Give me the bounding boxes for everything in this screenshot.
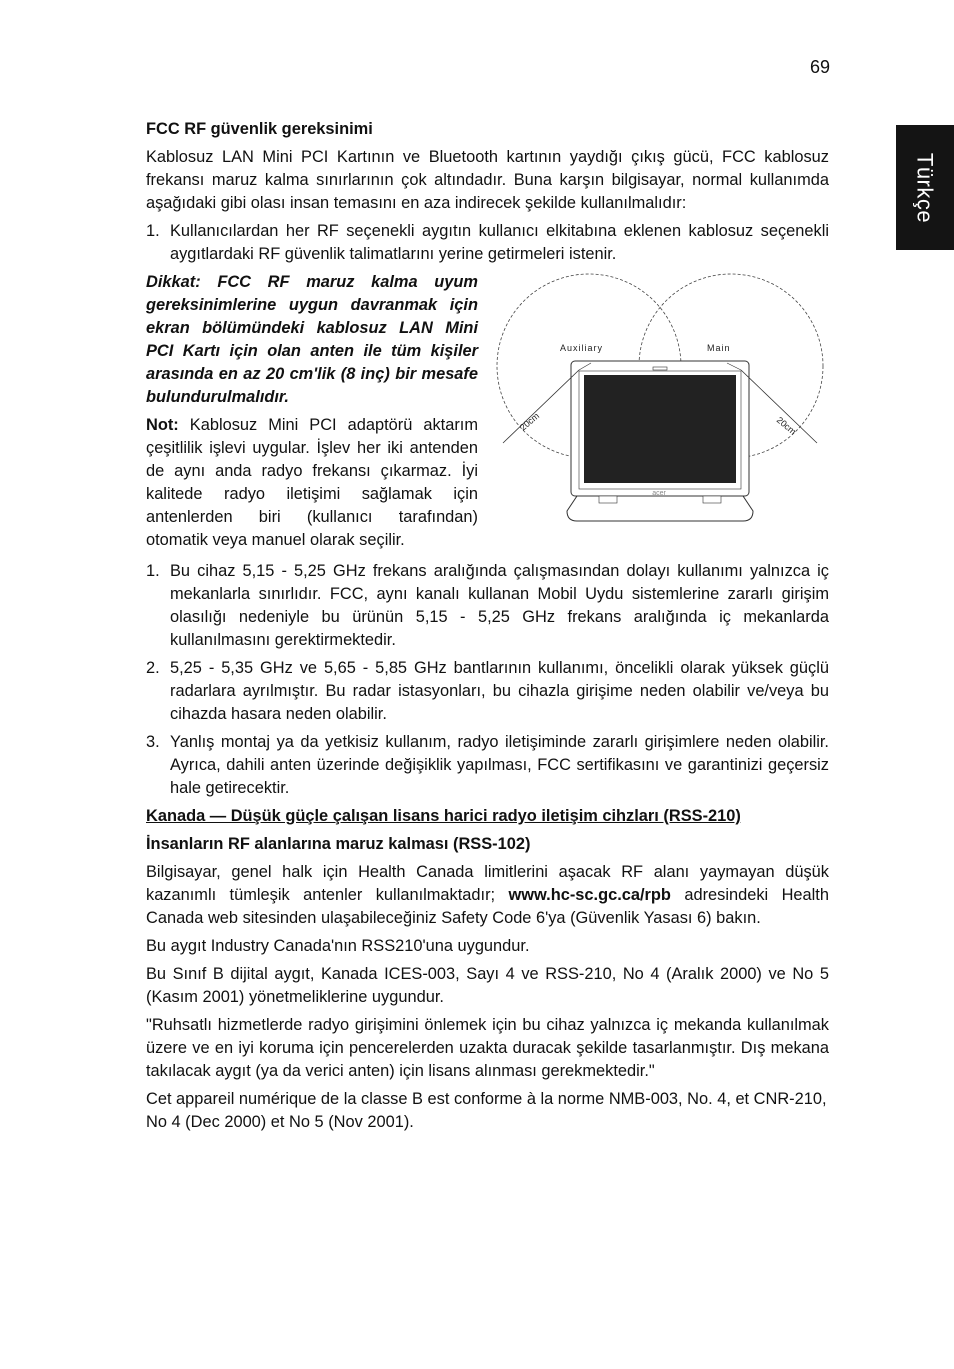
auxiliary-label: Auxiliary: [560, 343, 604, 353]
warning-column: [146, 271, 478, 557]
list-item: [146, 560, 829, 652]
webcam: [653, 367, 667, 370]
list-text: Kullanıcılardan her RF seçenekli aygıtın kullanıcı elkitabına eklenen kablosuz seçenekli aygıtlardaki RF güvenlik talimatlarını yerine getirmeleri istenir.: [170, 222, 829, 263]
list-text: Bu cihaz 5,15 - 5,25 GHz frekans aralığında çalışmasından dolayı kullanımı yalnızca iç mekanlarla sınırlıdır. FCC, aynı kanalı kullanan Mobil Uydu sistemlerine zararlı girişim olasılığı nedeniyle bu ürünün 5,15 - 5,25 GHz frekans aralığında iç mekanlarda kullanılmasını gerektirmektedir.: [170, 562, 829, 649]
list-number: 1.: [146, 562, 160, 580]
laptop-screen: [584, 375, 736, 483]
list-item: [146, 731, 829, 800]
rss210-paragraph: Bu aygıt Industry Canada'nın RSS210'una uygundur.: [146, 937, 530, 955]
main-distance-line: [741, 370, 817, 443]
auxiliary-distance-line: [503, 370, 579, 443]
list-number: 2.: [146, 659, 160, 677]
fcc-heading: FCC RF güvenlik gereksinimi: [146, 120, 373, 138]
list-number: 1.: [146, 222, 160, 240]
list-text: 5,25 - 5,35 GHz ve 5,65 - 5,85 GHz bantlarının kullanımı, öncelikli olarak yüksek güçlü radarlara ayrılmıştır. Bu radar istasyonları, bu cihazla girişime neden olabilir ve/veya bu cihazda hasara neden olabilir.: [170, 659, 829, 723]
hinge-right: [703, 496, 721, 503]
main-label: Main: [707, 343, 731, 353]
page-content: [146, 118, 829, 1139]
canada-heading: Kanada — Düşük güçle çalışan lisans harici radyo iletişim cihzları (RSS-210): [146, 807, 741, 825]
note-paragraph: [146, 414, 478, 552]
fcc-list: [146, 220, 829, 266]
fcc-intro: Kablosuz LAN Mini PCI Kartının ve Bluetooth kartının yaydığı çıkış gücü, FCC kablosuz frekansı maruz kalma sınırlarının çok altındadır. Buna karşın bilgisayar, normal kullanımda aşağıdaki gibi olası insan temasını en aza indirecek şekilde kullanılmalıdır:: [146, 148, 829, 212]
language-tab: [896, 125, 954, 250]
rf-exposure-heading: İnsanların RF alanlarına maruz kalması (RSS-102): [146, 835, 531, 853]
list-number: 3.: [146, 733, 160, 751]
warning-text: Dikkat: FCC RF maruz kalma uyum gereksinimlerine uygun davranmak için ekran bölümündeki kablosuz LAN Mini PCI Kartı için olan anten ile tüm kişiler arasında en az 20 cm'lik (8 inç) bir mesafe bulundurulmalıdır.: [146, 273, 478, 406]
french-paragraph: Cet appareil numérique de la classe B est conforme à la norme NMB-003, No. 4, et CNR-210, No 4 (Dec 2000) et No 5 (Nov 2001).: [146, 1090, 827, 1131]
brand-logo: acer: [652, 490, 666, 497]
language-tab-label: Türkçe: [912, 152, 938, 223]
note-label: Not:: [146, 416, 179, 434]
health-canada-link[interactable]: www.hc-sc.gc.ca/rpb: [508, 886, 671, 904]
right-distance-label: 20cm: [774, 414, 799, 437]
licensed-service-paragraph: "Ruhsatlı hizmetlerde radyo girişimini önlemek için bu cihaz yalnızca iç mekanda kullanılmak üzere ve en iyi koruma için pencerelerden uzakta duracak şekilde tasarlanmıştır. Dış mekana takılacak aygıt (ya da verici anten) için lisans alınması gerekmektedir.": [146, 1016, 829, 1080]
antenna-diagram: [491, 271, 831, 533]
note-text: Kablosuz Mini PCI adaptörü aktarım çeşitlilik işlevi uygular. İşlev her iki antenden de aynı anda radyo frekansı çıkarmaz. İyi kalitede radyo iletişimi sağlamak için antenlerden biri (kullanıcı tarafından) otomatik veya manuel olarak seçilir.: [146, 416, 478, 549]
laptop-base: [567, 496, 753, 521]
page-number: 69: [809, 57, 830, 77]
ices-paragraph: Bu Sınıf B dijital aygıt, Kanada ICES-003, Sayı 4 ve RSS-210, No 4 (Aralık 2000) ve No 5 (Kasım 2001) yönetmeliklerine uygundur.: [146, 965, 829, 1006]
health-canada-text-b: adresindeki Health Canada web sitesinden ulaşabileceğiniz Safety Code 6'ya (Güvenlik Yasası 6) bakın.: [146, 886, 829, 927]
frequency-list: [146, 560, 829, 800]
warning-figure-row: [146, 271, 829, 557]
health-canada-paragraph: [146, 861, 829, 930]
list-item: [146, 220, 829, 266]
list-item: [146, 657, 829, 726]
hinge-left: [599, 496, 617, 503]
health-canada-text-a: Bilgisayar, genel halk için Health Canada limitlerini aşacak RF alanı yaymayan düşük kazanımlı tümleşik antenler kullanılmaktadır;: [146, 863, 829, 904]
left-distance-label: 20cm: [517, 410, 542, 433]
list-text: Yanlış montaj ya da yetkisiz kullanım, radyo iletişiminde zararlı girişimlere neden olabilir. Ayrıca, dahili anten üzerinde değişiklik yapılması, FCC sertifikasını ve garantinizi geçersiz hale getirecektir.: [170, 733, 829, 797]
